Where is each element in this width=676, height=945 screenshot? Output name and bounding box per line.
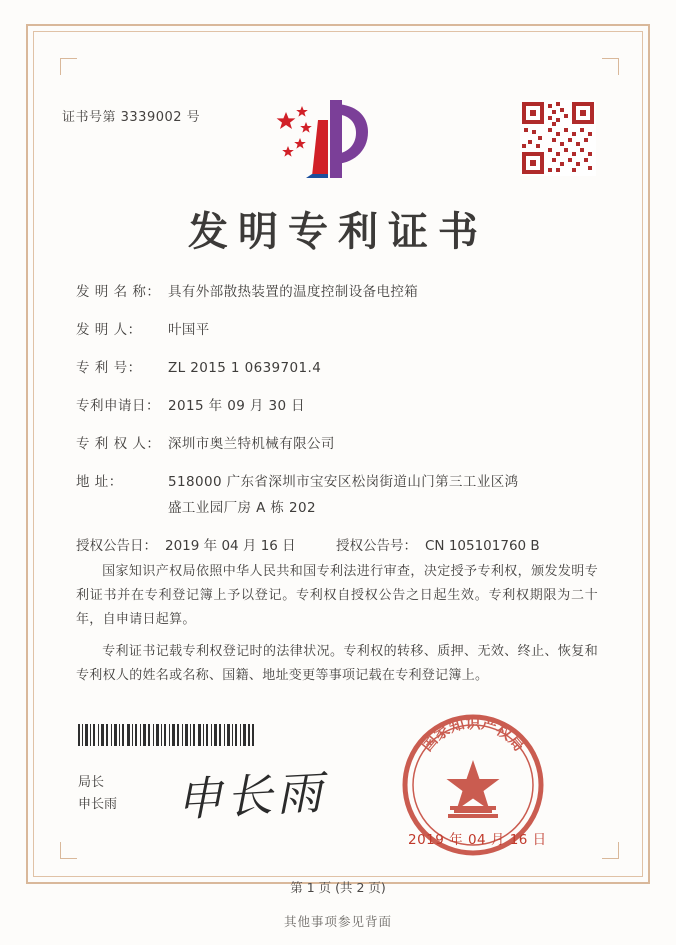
paragraph-legal-2 [76, 640, 598, 688]
seal-date: 2019 年 04 月 16 日 [408, 832, 547, 848]
field-label: 地 址： [76, 474, 123, 490]
cnipa-logo-icon [272, 96, 384, 182]
barcode [78, 724, 254, 746]
field-value: 深圳市奥兰特机械有限公司 [168, 436, 335, 452]
corner-mark-top-left [60, 58, 77, 75]
field-value: ZL 2015 1 0639701.4 [168, 360, 322, 376]
field-patent-number [76, 358, 596, 378]
paragraph-2-text: 专利证书记载专利权登记时的法律状况。专利权的转移、质押、无效、终止、恢复和专利权人的姓名或名称、国籍、地址变更等事项记载在专利登记簿上。 [76, 644, 598, 683]
field-value [168, 472, 596, 518]
grant-number-value: CN 105101760 B [425, 538, 540, 554]
field-label: 专 利 号： [76, 360, 142, 376]
address-line-1: 518000 广东省深圳市宝安区松岗街道山门第三工业区鸿 [168, 474, 519, 490]
grant-row [76, 536, 596, 556]
page-title: 发明专利证书 [188, 209, 488, 255]
field-value: 2015 年 09 月 30 日 [168, 398, 306, 414]
grant-date-value: 2019 年 04 月 16 日 [165, 538, 296, 554]
field-value: 具有外部散热装置的温度控制设备电控箱 [168, 284, 419, 300]
field-label: 专利申请日： [76, 398, 160, 414]
grant-date-label: 授权公告日： [76, 538, 157, 554]
signature-name-label: 申长雨 [78, 797, 118, 812]
certificate-fields [76, 282, 596, 572]
qr-code [520, 100, 596, 176]
page-number: 第 1 页 (共 2 页) [290, 880, 386, 895]
field-application-date [76, 396, 596, 416]
signature-block [78, 772, 117, 816]
field-inventor [76, 320, 596, 340]
field-label: 发 明 人： [76, 322, 142, 338]
paragraph-1-text: 国家知识产权局依照中华人民共和国专利法进行审查，决定授予专利权，颁发发明专利证书并在专利登记簿上予以登记。专利权自授权公告之日起生效。专利权期限为二十年，自申请日起算。 [76, 564, 598, 627]
corner-mark-bottom-left [60, 842, 77, 859]
field-invention-name [76, 282, 596, 302]
signature-role-label: 局长 [78, 775, 105, 790]
footer-note: 其他事项参见背面 [283, 914, 392, 929]
corner-mark-bottom-right [602, 842, 619, 859]
grant-date [76, 536, 336, 556]
field-label: 专 利 权 人： [76, 436, 161, 452]
address-line-2: 盛工业园厂房 A 栋 202 [168, 500, 316, 516]
grant-number [336, 536, 596, 556]
field-label: 发 明 名 称： [76, 284, 161, 300]
field-address [76, 472, 596, 518]
certificate-number: 证书号第 3339002 号 [62, 110, 201, 125]
svg-text:国家知识产权局: 国家知识产权局 [417, 714, 529, 755]
paragraph-legal-1 [76, 560, 598, 632]
field-patentee [76, 434, 596, 454]
corner-mark-top-right [602, 58, 619, 75]
field-value: 叶国平 [168, 322, 210, 338]
grant-number-label: 授权公告号： [336, 538, 417, 554]
handwritten-signature: 申长雨 [174, 765, 328, 827]
